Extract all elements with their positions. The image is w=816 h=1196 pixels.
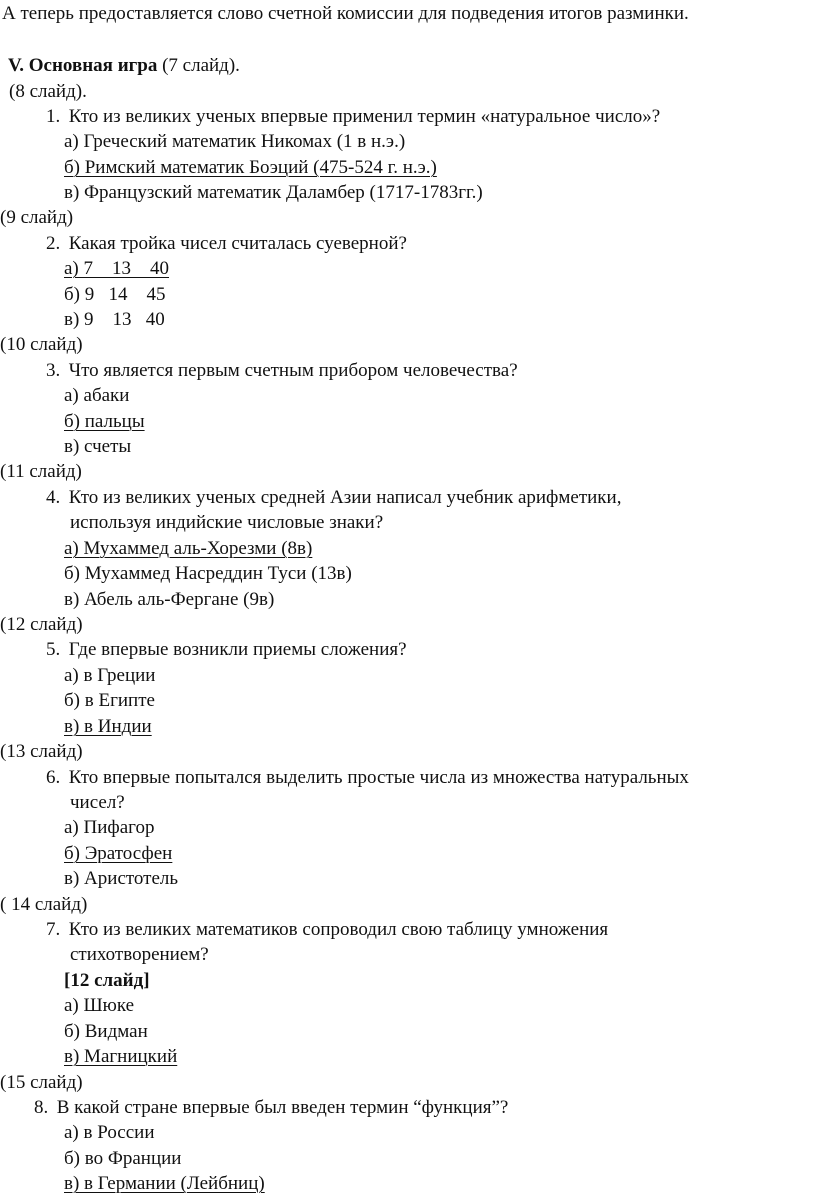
question-text: Что является первым счетным прибором человечества? [68, 360, 518, 381]
question-text-continued: чисел? [70, 792, 125, 813]
question-number: 3. [46, 360, 61, 381]
slide-reference: [12 слайд] [64, 970, 150, 991]
answer-option: б) в Египте [64, 690, 155, 711]
section-heading [8, 54, 240, 78]
answer-option-correct: в) в Индии [64, 716, 152, 737]
question-text-continued: используя индийские числовые знаки? [70, 512, 384, 533]
answer-option-correct: а) 7 13 40 [64, 258, 170, 279]
slide-label: (15 слайд) [0, 1072, 83, 1093]
answer-option: в) Французский математик Даламбер (1717-1783гг.) [64, 182, 483, 203]
answer-option-correct: в) Магницкий [64, 1046, 178, 1067]
question-2 [46, 232, 407, 256]
slide-label: (12 слайд) [0, 614, 83, 635]
answer-option: а) Пифагор [64, 817, 155, 838]
slide-label: (13 слайд) [0, 741, 83, 762]
slide-label: (9 слайд) [0, 207, 74, 228]
answer-option-correct: в) в Германии (Лейбниц) [64, 1173, 265, 1194]
question-number: 7. [46, 919, 61, 940]
answer-option: б) во Франции [64, 1148, 182, 1169]
answer-option-correct: а) Мухаммед аль-Хорезми (8в) [64, 538, 313, 559]
slide-label: (11 слайд) [0, 461, 82, 482]
answer-option: а) абаки [64, 385, 130, 406]
question-5 [46, 638, 407, 662]
answer-option: в) счеты [64, 436, 132, 457]
intro-text: А теперь предоставляется слово счетной комиссии для подведения итогов разминки. [2, 3, 689, 24]
answer-option: а) в Греции [64, 665, 156, 686]
question-4 [46, 486, 621, 510]
section-note: (7 слайд). [157, 55, 240, 76]
answer-option: б) Мухаммед Насреддин Туси (13в) [64, 563, 352, 584]
slide-label: (8 слайд). [9, 81, 87, 102]
answer-option: а) Греческий математик Никомах (1 в н.э.) [64, 131, 406, 152]
section-title: V. Основная игра [8, 55, 158, 76]
slide-label: (10 слайд) [0, 334, 83, 355]
answer-option: в) 9 13 40 [64, 309, 165, 330]
answer-option-correct: б) Римский математик Боэций (475-524 г. н.э.) [64, 157, 437, 178]
question-number: 8. [34, 1097, 49, 1118]
question-text: Кто из великих математиков сопроводил свою таблицу умножения [68, 919, 609, 940]
slide-label: ( 14 слайд) [0, 894, 88, 915]
question-8 [34, 1096, 508, 1120]
answer-option-correct: б) Эратосфен [64, 843, 173, 864]
question-6 [46, 766, 689, 790]
question-text: В какой стране впервые был введен термин “функция”? [56, 1097, 509, 1118]
answer-option: б) Видман [64, 1021, 148, 1042]
question-text: Кто из великих ученых впервые применил термин «натуральное число»? [68, 106, 661, 127]
question-number: 6. [46, 767, 61, 788]
answer-option: в) Аристотель [64, 868, 179, 889]
question-7 [46, 918, 608, 942]
question-1 [46, 105, 660, 129]
question-text: Какая тройка чисел считалась суеверной? [68, 233, 407, 254]
answer-option-correct: б) пальцы [64, 411, 145, 432]
answer-option: б) 9 14 45 [64, 284, 166, 305]
question-text: Кто впервые попытался выделить простые числа из множества натуральных [68, 767, 689, 788]
question-number: 5. [46, 639, 61, 660]
question-3 [46, 359, 518, 383]
answer-option: в) Абель аль-Фергане (9в) [64, 589, 275, 610]
answer-option: а) в России [64, 1122, 155, 1143]
question-number: 1. [46, 106, 61, 127]
question-text: Где впервые возникли приемы сложения? [68, 639, 407, 660]
question-text: Кто из великих ученых средней Азии написал учебник арифметики, [68, 487, 622, 508]
question-number: 2. [46, 233, 61, 254]
question-number: 4. [46, 487, 61, 508]
question-text-continued: стихотворением? [70, 944, 209, 965]
answer-option: а) Шюке [64, 995, 135, 1016]
